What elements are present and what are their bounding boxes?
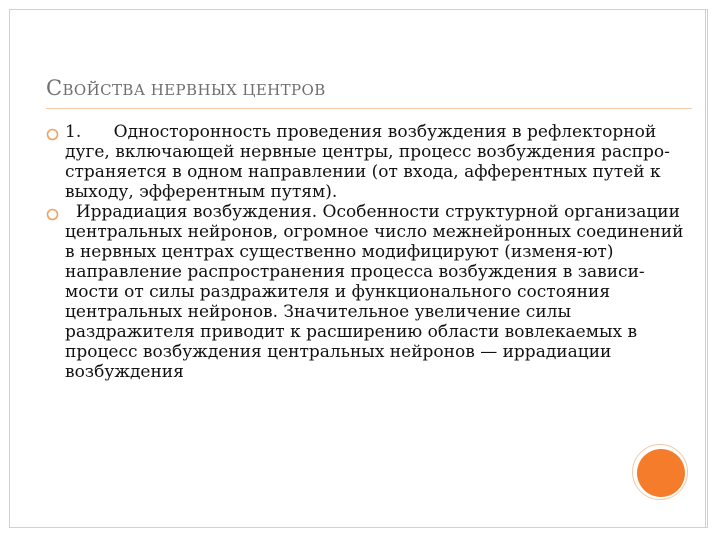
bullet-text: 1. Односторонность проведения возбуждения в рефлекторной дуге, включающей нервные центры, процесс возбуждения распро-страняется в одном направлении (от входа, афферентных путей к выходу, эфферентным путям).	[65, 122, 670, 202]
title-first-letter: С	[46, 76, 63, 100]
bullet-item	[46, 202, 689, 382]
frame-right-line-inner	[705, 10, 706, 528]
frame-right-line	[707, 10, 708, 528]
title-rest: ВОЙСТВА НЕРВНЫХ ЦЕНТРОВ	[62, 81, 326, 99]
slide-content	[46, 122, 689, 382]
bullet-item	[46, 122, 686, 202]
slide-title	[46, 76, 326, 100]
title-divider	[46, 108, 692, 109]
bullet-text: Иррадиация возбуждения. Особенности структурной организации центральных нейронов, огромное число межнейронных соединений в нервных центрах существенно модифицируют (изменя-ют) направление распространения процесса возбуждения в зависи-мости от силы раздражителя и функционального состояния центральных нейронов. Значительное увеличение силы раздражителя приводит к расширению области вовлекаемых в процесс возбуждения центральных нейронов — иррадиации возбуждения	[65, 202, 689, 382]
bullet-circle-icon	[46, 208, 59, 221]
decorative-orange-circle	[637, 449, 685, 497]
bullet-circle-icon	[46, 128, 59, 141]
